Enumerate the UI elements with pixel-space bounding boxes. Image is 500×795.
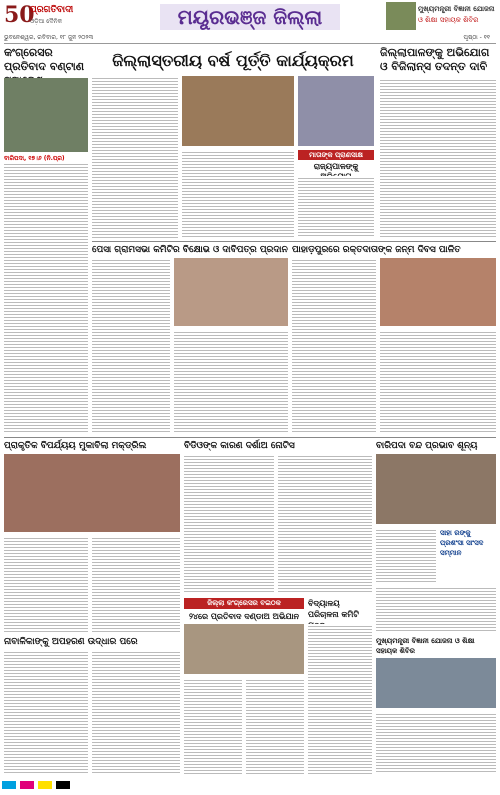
story-1-body: [4, 162, 88, 434]
story-8-body-col1: [376, 528, 436, 582]
story-2-headline: ଜିଲ୍ଲାସ୍ତରୀୟ ବର୍ଷ ପୂର୍ତ୍ତି କାର୍ଯ୍ୟକ୍ରମ: [112, 51, 354, 70]
story-11-body-col2: [92, 650, 180, 774]
divider-1: [92, 241, 496, 242]
story-5-headline: ପାହାଡ଼ପୁରରେ ରକ୍ତଦାତାଙ୍କ ଜନ୍ମ ଦିବସ ପାଳିତ: [292, 245, 461, 255]
story-3-body: [380, 78, 496, 238]
story-5-photo: [380, 258, 496, 326]
story-11-headline: ନାବାଳିକାଙ୍କୁ ଅପହରଣ ଉଦ୍ଧାର ପରେ: [4, 637, 138, 647]
promo-line-1: ମୁଖ୍ୟମନ୍ତ୍ରୀ ବିଜ୍ଞାନୀ ଯୋଜନା: [418, 5, 495, 13]
story-4-photo: [174, 258, 288, 326]
story-7-body-col2: [278, 454, 372, 594]
story-7-headline: ବିଡିଓଙ୍କ କାରଣ ଦର୍ଶାଅ ନୋଟିସ: [184, 441, 295, 451]
promo-line-2: ଓ ଶିକ୍ଷା ସହାୟକ ଶିବିର: [418, 16, 479, 24]
newspaper-logo: [4, 2, 74, 32]
story-2-body-col1: [92, 76, 178, 238]
section-title: ମୟୂରଭଞ୍ଜ ଜିଲ୍ଲା: [160, 4, 340, 30]
story-8-headline: ବାରିପଦା ବନ୍ଦ ପ୍ରଭାବ ଶୂନ୍ୟ: [376, 441, 478, 451]
dateline: ଭୁବନେଶ୍ୱର, ରବିବାର, ୧୮ ଜୁନ ୨୦୨୩: [4, 34, 94, 41]
story-2-box-2: ରାଜ୍ୟପାଳଙ୍କୁ: [313, 162, 359, 171]
anniversary-mark: 50: [4, 2, 35, 28]
story-9-body-col2: [246, 678, 304, 774]
story-5-body-col1: [292, 258, 376, 434]
story-4-headline: ପେସା ଗ୍ରାମସଭା କମିଟିର ବିକ୍ଷୋଭ ଓ ଦାବିପତ୍ର ପ୍ରଦାନ: [92, 245, 288, 255]
story-6-body-col2: [92, 536, 180, 632]
story-9-label: ଜିଲ୍ଲା କଂଗ୍ରେସର ବଇଠକ: [184, 598, 304, 609]
story-12-headline: ସାହା ରଙ୍କୁ ପ୍ରଶଂସା ସାଂସଦ ସମ୍ମାନ: [440, 529, 484, 557]
story-2-photo-2: [298, 76, 374, 146]
promo-photo: [386, 2, 416, 30]
story-9-headline: ୨୪ରେ ପ୍ରତିବାଦ ଦଣ୍ଡାଅ ଅଭିଯାନ: [188, 612, 300, 621]
story-1-photo: [4, 78, 88, 152]
story-1-byline: ବାରିପଦା, ୧୭।୬ (ନି.ପ୍ର): [4, 155, 65, 162]
divider-2: [4, 437, 496, 438]
story-13-photo: [376, 658, 496, 708]
story-2-photo-1: [182, 76, 294, 146]
story-6-headline: ପ୍ରାକୃତିକ ବିପର୍ଯ୍ୟୟ ମୁକାବିଲା ମକ୍‌ଡ୍ରିଲ: [4, 441, 147, 451]
story-11-body-col1: [4, 650, 88, 774]
dateline-bar: [4, 34, 496, 44]
story-2-body-col2: [182, 150, 294, 238]
story-8-body-col2: [376, 586, 496, 632]
story-4-body-col2: [174, 330, 288, 434]
story-13-headline: ମୁଖ୍ୟମନ୍ତ୍ରୀ ବିଜ୍ଞାନୀ ଯୋଜନା ଓ ଶିକ୍ଷା ସହାୟକ ଶିବିର: [376, 637, 475, 655]
story-10-headline: ବିଦ୍ୟାଳୟ ପରିଚାଳନା କମିଟି: [308, 599, 359, 619]
story-3-headline: ଜିଲ୍ଲାପାଳଙ୍କୁ ଅଭିଯୋଗ ଓ ବିଜିଲାନ୍ସ ତଦନ୍ତ ଦାବି: [380, 46, 490, 73]
print-color-bar: [0, 776, 500, 788]
story-1-headline: କଂଗ୍ରେସର ପ୍ରତିବାଦ ବଣ୍ଟାଣ: [4, 46, 85, 73]
masthead: [0, 0, 500, 34]
story-13-body: [376, 712, 496, 774]
story-6-photo: [4, 454, 180, 532]
story-6-body-col1: [4, 536, 88, 632]
story-5-body-col2: [380, 330, 496, 434]
story-2-body-col3: [298, 176, 374, 238]
tagline: ଓଡ଼ିଆ ଦୈନିକ: [30, 18, 62, 25]
paper-name: ପ୍ରଗତିବାଦୀ: [30, 5, 74, 15]
story-8-photo: [376, 454, 496, 524]
story-4-body-col1: [92, 258, 170, 434]
story-7-body-col1: [184, 454, 274, 594]
story-9-body-col1: [184, 678, 242, 774]
story-9-photo: [184, 624, 304, 674]
page-number: ପୃଷ୍ଠା - ୧୧: [463, 34, 490, 41]
story-10-body: [308, 624, 372, 774]
story-2-box-1: ମାତାଙ୍କ ପ୍ରାଣସାକ୍ଷ: [298, 150, 374, 160]
promo-box: [386, 2, 496, 30]
